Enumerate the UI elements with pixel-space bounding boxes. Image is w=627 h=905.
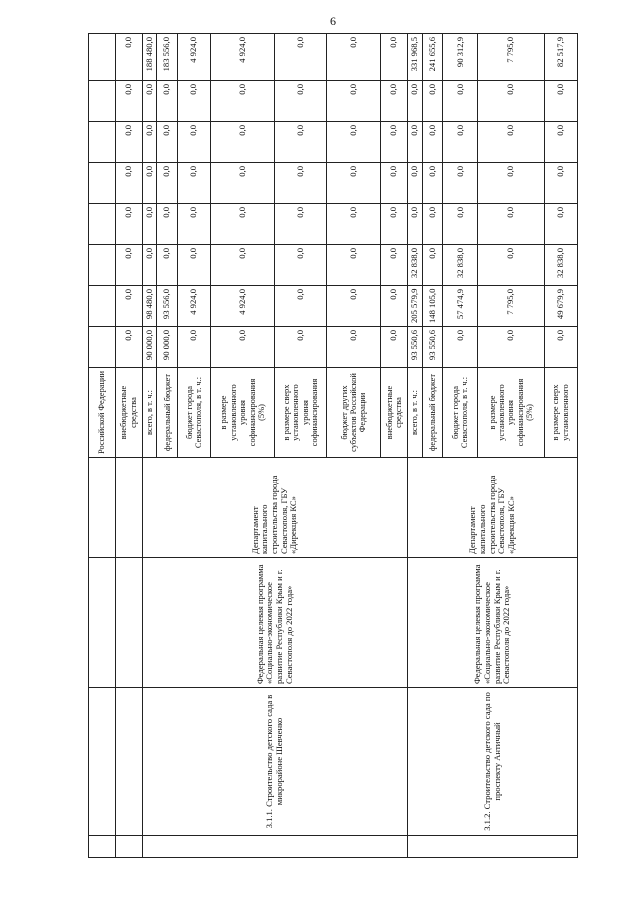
value-cell: 90 000,0 (142, 327, 157, 368)
source-cell: бюджет города Севастополя, в т. ч.: (443, 368, 478, 458)
group-program-cell: Федеральная целевая программа «Социально-экономическое развитие Республики Крым и г. Севастополя до 2022 года» (142, 558, 407, 688)
source-cell: в размере сверх установленного уровня софинансирования (275, 368, 327, 458)
value-cell: 331 968,5 (408, 34, 423, 81)
value-cell: 0,0 (422, 122, 443, 163)
value-cell: 0,0 (157, 163, 178, 204)
value-cell: 0,0 (157, 204, 178, 245)
value-cell: 0,0 (211, 204, 275, 245)
table-row (115, 34, 142, 858)
value-cell: 0,0 (408, 122, 423, 163)
rotated-table-wrapper (88, 34, 578, 858)
value-cell: 0,0 (478, 204, 544, 245)
value-cell: 0,0 (178, 204, 211, 245)
value-cell: 0,0 (478, 81, 544, 122)
value-cell: 0,0 (178, 163, 211, 204)
executor-cell-top (89, 458, 116, 558)
value-cell: 90 312,9 (443, 34, 478, 81)
funding-table (88, 33, 578, 858)
program-cell-blank (115, 558, 142, 688)
value-cell: 0,0 (142, 204, 157, 245)
value-cell: 0,0 (327, 122, 381, 163)
value-cell: 0,0 (422, 81, 443, 122)
value-cell: 0,0 (544, 122, 577, 163)
index-cell (142, 836, 407, 858)
value-cell: 0,0 (327, 327, 381, 368)
value-cell: 0,0 (178, 122, 211, 163)
value-cell: 32 838,0 (544, 245, 577, 286)
value-cell: 0,0 (327, 286, 381, 327)
value-cell: 0,0 (275, 34, 327, 81)
value-cell: 0,0 (211, 327, 275, 368)
value-cell: 98 480,0 (142, 286, 157, 327)
index-cell (408, 836, 578, 858)
value-cell: 0,0 (211, 163, 275, 204)
value-cell: 0,0 (115, 163, 142, 204)
value-cell: 0,0 (115, 204, 142, 245)
value-cell: 0,0 (544, 327, 577, 368)
index-cell-top (89, 836, 116, 858)
source-cell: всего, в т. ч.: (142, 368, 157, 458)
value-cell: 0,0 (142, 81, 157, 122)
value-cell (89, 327, 116, 368)
value-cell: 82 517,9 (544, 34, 577, 81)
group-name-cell: 3.1.2. Строительство детского сада по проспекту Античный (408, 688, 578, 836)
value-cell: 0,0 (544, 163, 577, 204)
value-cell: 0,0 (327, 34, 381, 81)
value-cell: 0,0 (178, 245, 211, 286)
group-program-cell: Федеральная целевая программа «Социально-экономическое развитие Республики Крым и г. Севастополя до 2022 года» (408, 558, 578, 688)
value-cell: 0,0 (381, 327, 408, 368)
value-cell (89, 81, 116, 122)
value-cell: 4 924,0 (178, 34, 211, 81)
source-cell: внебюджетные средства (115, 368, 142, 458)
value-cell: 57 474,9 (443, 286, 478, 327)
value-cell: 0,0 (422, 245, 443, 286)
value-cell: 0,0 (443, 81, 478, 122)
source-cell: федеральный бюджет (422, 368, 443, 458)
value-cell: 0,0 (478, 122, 544, 163)
value-cell: 205 579,9 (408, 286, 423, 327)
value-cell: 0,0 (178, 327, 211, 368)
value-cell: 7 795,0 (478, 34, 544, 81)
value-cell: 0,0 (211, 122, 275, 163)
value-cell: 0,0 (275, 122, 327, 163)
value-cell (89, 245, 116, 286)
value-cell: 4 924,0 (211, 34, 275, 81)
value-cell: 32 838,0 (408, 245, 423, 286)
value-cell: 7 795,0 (478, 286, 544, 327)
value-cell: 0,0 (381, 81, 408, 122)
value-cell: 4 924,0 (211, 286, 275, 327)
value-cell: 0,0 (381, 286, 408, 327)
value-cell: 0,0 (478, 163, 544, 204)
value-cell: 90 000,0 (157, 327, 178, 368)
executor-cell-blank (115, 458, 142, 558)
name-cell-blank (115, 688, 142, 836)
value-cell: 4 924,0 (178, 286, 211, 327)
value-cell: 0,0 (142, 163, 157, 204)
value-cell: 93 550,6 (408, 327, 423, 368)
value-cell: 0,0 (443, 163, 478, 204)
value-cell (89, 122, 116, 163)
value-cell: 0,0 (115, 327, 142, 368)
group-executor-cell: Департамент капитального строительства города Севастополя, ГБУ «Дирекция КС» (408, 458, 578, 558)
group-executor-cell: Департамент капитального строительства города Севастополя, ГБУ «Дирекция КС» (142, 458, 407, 558)
value-cell: 0,0 (443, 122, 478, 163)
value-cell: 0,0 (275, 163, 327, 204)
value-cell: 0,0 (115, 81, 142, 122)
source-cell: бюджет других субъектов Российской Федерации (327, 368, 381, 458)
value-cell: 0,0 (115, 245, 142, 286)
value-cell: 0,0 (544, 204, 577, 245)
source-cell: бюджет города Севастополя, в т. ч.: (178, 368, 211, 458)
value-cell: 0,0 (178, 81, 211, 122)
source-cell-top: Российской Федерации (89, 368, 116, 458)
source-cell: в размере сверх установленного (544, 368, 577, 458)
index-cell-blank (115, 836, 142, 858)
value-cell: 0,0 (275, 245, 327, 286)
value-cell: 241 655,6 (422, 34, 443, 81)
value-cell: 0,0 (381, 204, 408, 245)
value-cell: 32 838,0 (443, 245, 478, 286)
value-cell: 0,0 (422, 204, 443, 245)
value-cell: 0,0 (381, 245, 408, 286)
value-cell: 0,0 (115, 286, 142, 327)
value-cell: 0,0 (408, 163, 423, 204)
value-cell: 0,0 (275, 286, 327, 327)
value-cell: 0,0 (443, 327, 478, 368)
value-cell: 0,0 (408, 204, 423, 245)
value-cell: 0,0 (327, 163, 381, 204)
value-cell: 93 550,6 (422, 327, 443, 368)
value-cell: 0,0 (381, 163, 408, 204)
source-cell: федеральный бюджет (157, 368, 178, 458)
value-cell: 0,0 (422, 163, 443, 204)
name-cell-top (89, 688, 116, 836)
value-cell: 0,0 (142, 245, 157, 286)
value-cell: 0,0 (478, 245, 544, 286)
value-cell: 0,0 (327, 204, 381, 245)
value-cell: 0,0 (142, 122, 157, 163)
source-cell: внебюджетные средства (381, 368, 408, 458)
value-cell: 0,0 (157, 122, 178, 163)
value-cell: 183 556,0 (157, 34, 178, 81)
page-number: 6 (330, 14, 336, 28)
value-cell (89, 163, 116, 204)
source-cell: в размере установленного уровня софинансирования (5%) (478, 368, 544, 458)
value-cell: 0,0 (443, 204, 478, 245)
value-cell: 0,0 (275, 204, 327, 245)
table-row (142, 34, 157, 858)
value-cell (89, 204, 116, 245)
value-cell: 0,0 (381, 34, 408, 81)
value-cell (89, 286, 116, 327)
program-cell-top (89, 558, 116, 688)
value-cell: 148 105,0 (422, 286, 443, 327)
table-row (408, 34, 423, 858)
value-cell: 0,0 (157, 245, 178, 286)
source-cell: в размере установленного уровня софинансирования (5%) (211, 368, 275, 458)
value-cell: 0,0 (157, 81, 178, 122)
value-cell: 0,0 (115, 122, 142, 163)
value-cell: 0,0 (211, 81, 275, 122)
table-row-top (89, 34, 116, 858)
value-cell (89, 34, 116, 81)
value-cell: 0,0 (211, 245, 275, 286)
value-cell: 0,0 (381, 122, 408, 163)
value-cell: 93 556,0 (157, 286, 178, 327)
value-cell: 0,0 (478, 327, 544, 368)
value-cell: 0,0 (115, 34, 142, 81)
value-cell: 0,0 (275, 327, 327, 368)
value-cell: 188 480,0 (142, 34, 157, 81)
value-cell: 0,0 (327, 245, 381, 286)
group-name-cell: 3.1.1. Строительство детского сада в микрорайоне Шевченко (142, 688, 407, 836)
value-cell: 0,0 (275, 81, 327, 122)
value-cell: 0,0 (544, 81, 577, 122)
value-cell: 0,0 (408, 81, 423, 122)
value-cell: 0,0 (327, 81, 381, 122)
source-cell: всего, в т. ч.: (408, 368, 423, 458)
value-cell: 49 679,9 (544, 286, 577, 327)
